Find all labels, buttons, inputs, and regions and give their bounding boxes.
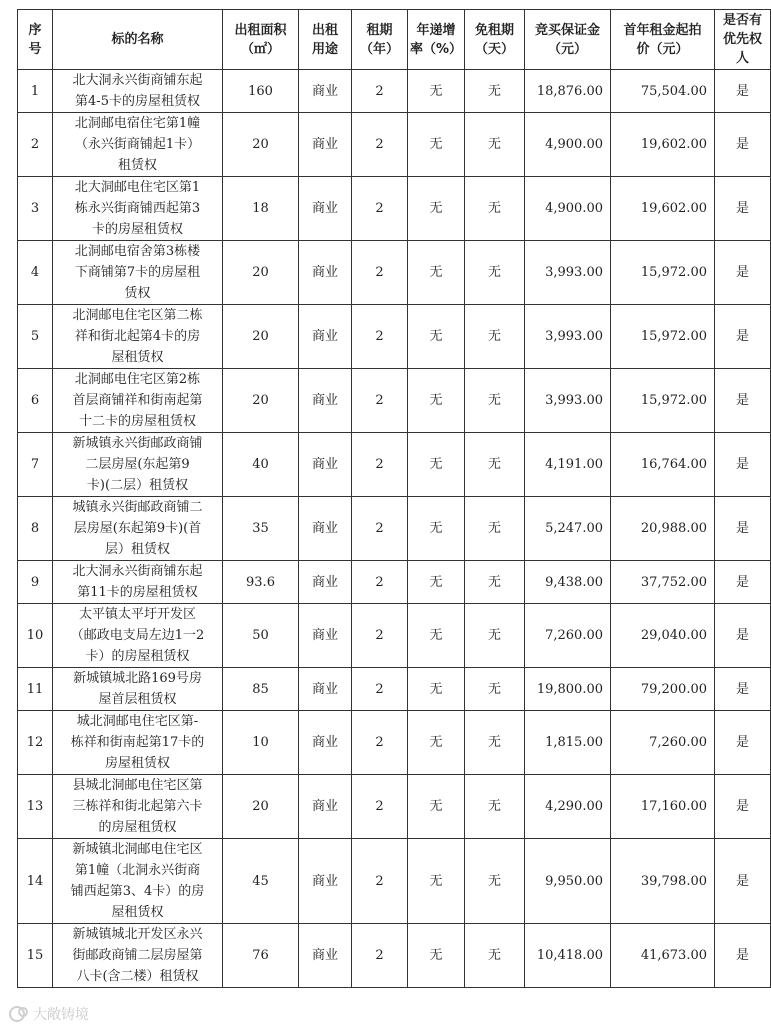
- cell-name-line: 首层商铺祥和街南起第: [72, 393, 203, 408]
- cell-rent: 39,798.00: [611, 839, 715, 924]
- cell-name-line: 太平镇太平圩开发区: [78, 607, 196, 622]
- cell-rent: 19,602.00: [611, 177, 715, 241]
- cell-name-line: 城镇永兴街邮政商铺二: [72, 500, 203, 515]
- cell-name: [53, 775, 223, 839]
- cell-deposit: 4,191.00: [525, 433, 611, 497]
- cell-seq: 5: [18, 305, 53, 369]
- cell-area: 35: [223, 497, 299, 561]
- cell-name: [53, 668, 223, 711]
- table-row: [18, 70, 771, 113]
- cell-term: 2: [352, 497, 408, 561]
- watermark-text: 大敞铸境: [33, 1007, 89, 1023]
- cell-name-line: 赁权: [124, 286, 151, 301]
- cell-area: 45: [223, 839, 299, 924]
- cell-term: 2: [352, 433, 408, 497]
- header-seq: 序 号: [18, 10, 53, 70]
- cell-area: 76: [223, 924, 299, 988]
- cell-increase: 无: [408, 70, 465, 113]
- cell-deposit: 4,900.00: [525, 177, 611, 241]
- cell-use: 商业: [299, 668, 352, 711]
- cell-free: 无: [465, 924, 525, 988]
- cell-use: 商业: [299, 711, 352, 775]
- table-row: [18, 177, 771, 241]
- cell-increase: 无: [408, 497, 465, 561]
- cell-increase: 无: [408, 241, 465, 305]
- cell-seq: 3: [18, 177, 53, 241]
- cell-priority: 是: [715, 305, 771, 369]
- table-row: [18, 668, 771, 711]
- cell-name-line: 屋首层租赁权: [98, 692, 177, 707]
- cell-name-line: 北洞邮电住宅区第二栋: [72, 308, 203, 323]
- cell-use: 商业: [299, 305, 352, 369]
- cell-area: 18: [223, 177, 299, 241]
- header-name: 标的名称: [53, 10, 223, 70]
- cell-name-line: 卡）的房屋租赁权: [85, 649, 190, 664]
- cell-area: 10: [223, 711, 299, 775]
- cell-priority: 是: [715, 177, 771, 241]
- cell-term: 2: [352, 839, 408, 924]
- table-row: [18, 775, 771, 839]
- cell-name-line: 三栋祥和街北起第六卡: [72, 799, 203, 814]
- table-row: [18, 561, 771, 604]
- cell-name-line: 屋租赁权: [111, 350, 164, 365]
- cell-deposit: 18,876.00: [525, 70, 611, 113]
- cell-deposit: 3,993.00: [525, 305, 611, 369]
- header-area: 出租面积 （㎡）: [223, 10, 299, 70]
- cell-use: 商业: [299, 924, 352, 988]
- cell-increase: 无: [408, 561, 465, 604]
- cell-rent: 20,988.00: [611, 497, 715, 561]
- cell-priority: 是: [715, 775, 771, 839]
- cell-name-line: 第1幢（北洞永兴街商: [74, 863, 201, 878]
- cell-name-line: 县城北洞邮电住宅区第: [72, 778, 203, 793]
- cell-seq: 8: [18, 497, 53, 561]
- watermark: [8, 1004, 89, 1024]
- table-row: [18, 497, 771, 561]
- cell-rent: 79,200.00: [611, 668, 715, 711]
- cell-seq: 9: [18, 561, 53, 604]
- header-term: 租期 （年）: [352, 10, 408, 70]
- cell-name: [53, 113, 223, 177]
- cell-seq: 4: [18, 241, 53, 305]
- cell-use: 商业: [299, 497, 352, 561]
- header-row: [18, 10, 771, 70]
- cell-seq: 13: [18, 775, 53, 839]
- cell-free: 无: [465, 561, 525, 604]
- cell-name-line: 下商铺第7卡的房屋租: [74, 265, 201, 280]
- cell-seq: 7: [18, 433, 53, 497]
- cell-use: 商业: [299, 433, 352, 497]
- table-row: [18, 305, 771, 369]
- cell-free: 无: [465, 70, 525, 113]
- cell-priority: 是: [715, 433, 771, 497]
- cell-deposit: 1,815.00: [525, 711, 611, 775]
- cell-deposit: 19,800.00: [525, 668, 611, 711]
- table-row: [18, 433, 771, 497]
- header-use: 出租 用途: [299, 10, 352, 70]
- cell-increase: 无: [408, 604, 465, 668]
- cell-name: [53, 433, 223, 497]
- table-body: [18, 70, 771, 988]
- header-priority: 是否有 优先权 人: [715, 10, 771, 70]
- cell-name-line: 租赁权: [117, 158, 157, 173]
- cell-term: 2: [352, 369, 408, 433]
- cell-term: 2: [352, 561, 408, 604]
- cell-free: 无: [465, 497, 525, 561]
- cell-use: 商业: [299, 839, 352, 924]
- cell-name: [53, 369, 223, 433]
- table-row: [18, 113, 771, 177]
- cell-priority: 是: [715, 241, 771, 305]
- cell-free: 无: [465, 177, 525, 241]
- cell-term: 2: [352, 70, 408, 113]
- cell-name-line: 铺西起第3、4卡）的房: [70, 884, 205, 899]
- cell-name-line: 北洞邮电住宅区第2栋: [74, 372, 201, 387]
- cell-priority: 是: [715, 561, 771, 604]
- cell-name-line: 的房屋租赁权: [98, 820, 177, 835]
- table-row: [18, 711, 771, 775]
- cell-rent: 15,972.00: [611, 305, 715, 369]
- cell-area: 20: [223, 369, 299, 433]
- cell-term: 2: [352, 305, 408, 369]
- cell-priority: 是: [715, 924, 771, 988]
- table-row: [18, 241, 771, 305]
- cell-name-line: 二层房屋(东起第9: [85, 457, 190, 472]
- cell-rent: 15,972.00: [611, 241, 715, 305]
- cell-use: 商业: [299, 177, 352, 241]
- cell-name-line: 卡)(二层）租赁权: [86, 478, 189, 493]
- cell-name: [53, 70, 223, 113]
- cell-name: [53, 497, 223, 561]
- cell-increase: 无: [408, 433, 465, 497]
- cell-increase: 无: [408, 775, 465, 839]
- header-free: 免租期 （天）: [465, 10, 525, 70]
- cell-term: 2: [352, 775, 408, 839]
- cell-rent: 37,752.00: [611, 561, 715, 604]
- cell-name-line: 新城镇城北开发区永兴: [72, 927, 203, 942]
- cell-area: 20: [223, 305, 299, 369]
- cell-priority: 是: [715, 668, 771, 711]
- cell-area: 20: [223, 113, 299, 177]
- cell-increase: 无: [408, 369, 465, 433]
- cell-increase: 无: [408, 924, 465, 988]
- cell-area: 93.6: [223, 561, 299, 604]
- cell-name-line: 北洞邮电宿舍第3栋楼: [74, 244, 201, 259]
- cell-free: 无: [465, 113, 525, 177]
- table-row: [18, 839, 771, 924]
- cell-name-line: 北大洞邮电住宅区第1: [74, 180, 201, 195]
- cell-rent: 15,972.00: [611, 369, 715, 433]
- cell-seq: 1: [18, 70, 53, 113]
- cell-name-line: 层房屋(东起第9卡)(首: [73, 521, 202, 536]
- cell-name-line: 新城镇城北路169号房: [73, 671, 202, 686]
- cell-free: 无: [465, 711, 525, 775]
- cell-deposit: 4,900.00: [525, 113, 611, 177]
- cell-increase: 无: [408, 177, 465, 241]
- cell-priority: 是: [715, 497, 771, 561]
- cell-increase: 无: [408, 839, 465, 924]
- cell-free: 无: [465, 241, 525, 305]
- cell-name: [53, 561, 223, 604]
- cell-name-line: 屋租赁权: [111, 905, 164, 920]
- header-deposit: 竞买保证金 （元）: [525, 10, 611, 70]
- cell-name-line: 第11卡的房屋租赁权: [77, 585, 198, 600]
- cell-rent: 19,602.00: [611, 113, 715, 177]
- cell-rent: 17,160.00: [611, 775, 715, 839]
- cell-area: 160: [223, 70, 299, 113]
- cell-seq: 6: [18, 369, 53, 433]
- cell-use: 商业: [299, 369, 352, 433]
- cell-name-line: （永兴街商铺起1卡）: [74, 137, 201, 152]
- cell-term: 2: [352, 711, 408, 775]
- cell-name-line: 层）租赁权: [104, 542, 170, 557]
- cell-use: 商业: [299, 775, 352, 839]
- cell-use: 商业: [299, 561, 352, 604]
- cell-free: 无: [465, 433, 525, 497]
- cell-deposit: 7,260.00: [525, 604, 611, 668]
- cell-free: 无: [465, 369, 525, 433]
- cell-free: 无: [465, 305, 525, 369]
- cell-name-line: 祥和街北起第4卡的房: [74, 329, 201, 344]
- cell-name: [53, 305, 223, 369]
- cell-name-line: 八卡(含二楼）租赁权: [76, 969, 199, 984]
- cell-increase: 无: [408, 305, 465, 369]
- cell-area: 40: [223, 433, 299, 497]
- cell-name-line: 新城镇北洞邮电住宅区: [72, 842, 203, 857]
- cell-name-line: 北大洞永兴街商铺东起: [72, 73, 203, 88]
- cell-area: 85: [223, 668, 299, 711]
- cell-increase: 无: [408, 711, 465, 775]
- cell-seq: 14: [18, 839, 53, 924]
- cell-term: 2: [352, 241, 408, 305]
- cell-name: [53, 839, 223, 924]
- cell-deposit: 3,993.00: [525, 369, 611, 433]
- cell-rent: 41,673.00: [611, 924, 715, 988]
- cell-priority: 是: [715, 369, 771, 433]
- cell-free: 无: [465, 839, 525, 924]
- cell-use: 商业: [299, 604, 352, 668]
- cell-priority: 是: [715, 113, 771, 177]
- header-increase: 年递增 率（%）: [408, 10, 465, 70]
- cell-seq: 2: [18, 113, 53, 177]
- cell-deposit: 3,993.00: [525, 241, 611, 305]
- cell-free: 无: [465, 668, 525, 711]
- cell-seq: 15: [18, 924, 53, 988]
- cell-name: [53, 177, 223, 241]
- cell-deposit: 9,950.00: [525, 839, 611, 924]
- cell-deposit: 10,418.00: [525, 924, 611, 988]
- table-row: [18, 604, 771, 668]
- cell-rent: 29,040.00: [611, 604, 715, 668]
- cell-free: 无: [465, 775, 525, 839]
- cell-use: 商业: [299, 70, 352, 113]
- cell-area: 20: [223, 775, 299, 839]
- cell-use: 商业: [299, 241, 352, 305]
- cell-name: [53, 241, 223, 305]
- brand-logo-icon: [8, 1005, 30, 1023]
- cell-term: 2: [352, 604, 408, 668]
- cell-name: [53, 711, 223, 775]
- cell-area: 50: [223, 604, 299, 668]
- cell-name-line: 栋祥和街南起第17卡的: [70, 735, 205, 750]
- cell-name: [53, 604, 223, 668]
- cell-priority: 是: [715, 839, 771, 924]
- cell-seq: 10: [18, 604, 53, 668]
- cell-priority: 是: [715, 70, 771, 113]
- cell-term: 2: [352, 177, 408, 241]
- cell-free: 无: [465, 604, 525, 668]
- cell-term: 2: [352, 924, 408, 988]
- cell-rent: 16,764.00: [611, 433, 715, 497]
- cell-term: 2: [352, 668, 408, 711]
- table-row: [18, 924, 771, 988]
- cell-name-line: 北大洞永兴街商铺东起: [72, 564, 203, 579]
- cell-term: 2: [352, 113, 408, 177]
- cell-seq: 12: [18, 711, 53, 775]
- cell-rent: 7,260.00: [611, 711, 715, 775]
- cell-deposit: 4,290.00: [525, 775, 611, 839]
- cell-deposit: 5,247.00: [525, 497, 611, 561]
- cell-use: 商业: [299, 113, 352, 177]
- cell-increase: 无: [408, 113, 465, 177]
- cell-name-line: 街邮政商铺二层房屋第: [72, 948, 203, 963]
- cell-rent: 75,504.00: [611, 70, 715, 113]
- cell-area: 20: [223, 241, 299, 305]
- cell-name-line: 城北洞邮电住宅区第-: [76, 714, 199, 729]
- cell-deposit: 9,438.00: [525, 561, 611, 604]
- cell-priority: 是: [715, 604, 771, 668]
- lease-auction-table: [17, 9, 771, 988]
- cell-name: [53, 924, 223, 988]
- cell-seq: 11: [18, 668, 53, 711]
- cell-name-line: 房屋租赁权: [104, 756, 170, 771]
- cell-priority: 是: [715, 711, 771, 775]
- cell-name-line: 北洞邮电宿住宅第1幢: [74, 116, 201, 131]
- header-rent: 首年租金起拍 价（元）: [611, 10, 715, 70]
- cell-increase: 无: [408, 668, 465, 711]
- cell-name-line: （邮政电支局左边1一2: [70, 628, 205, 643]
- cell-name-line: 卡的房屋租赁权: [91, 222, 183, 237]
- cell-name-line: 栋永兴街商铺西起第3: [74, 201, 201, 216]
- table-row: [18, 369, 771, 433]
- cell-name-line: 第4-5卡的房屋租赁权: [75, 94, 200, 109]
- cell-name-line: 十二卡的房屋租赁权: [78, 414, 196, 429]
- cell-name-line: 新城镇永兴街邮政商铺: [72, 436, 203, 451]
